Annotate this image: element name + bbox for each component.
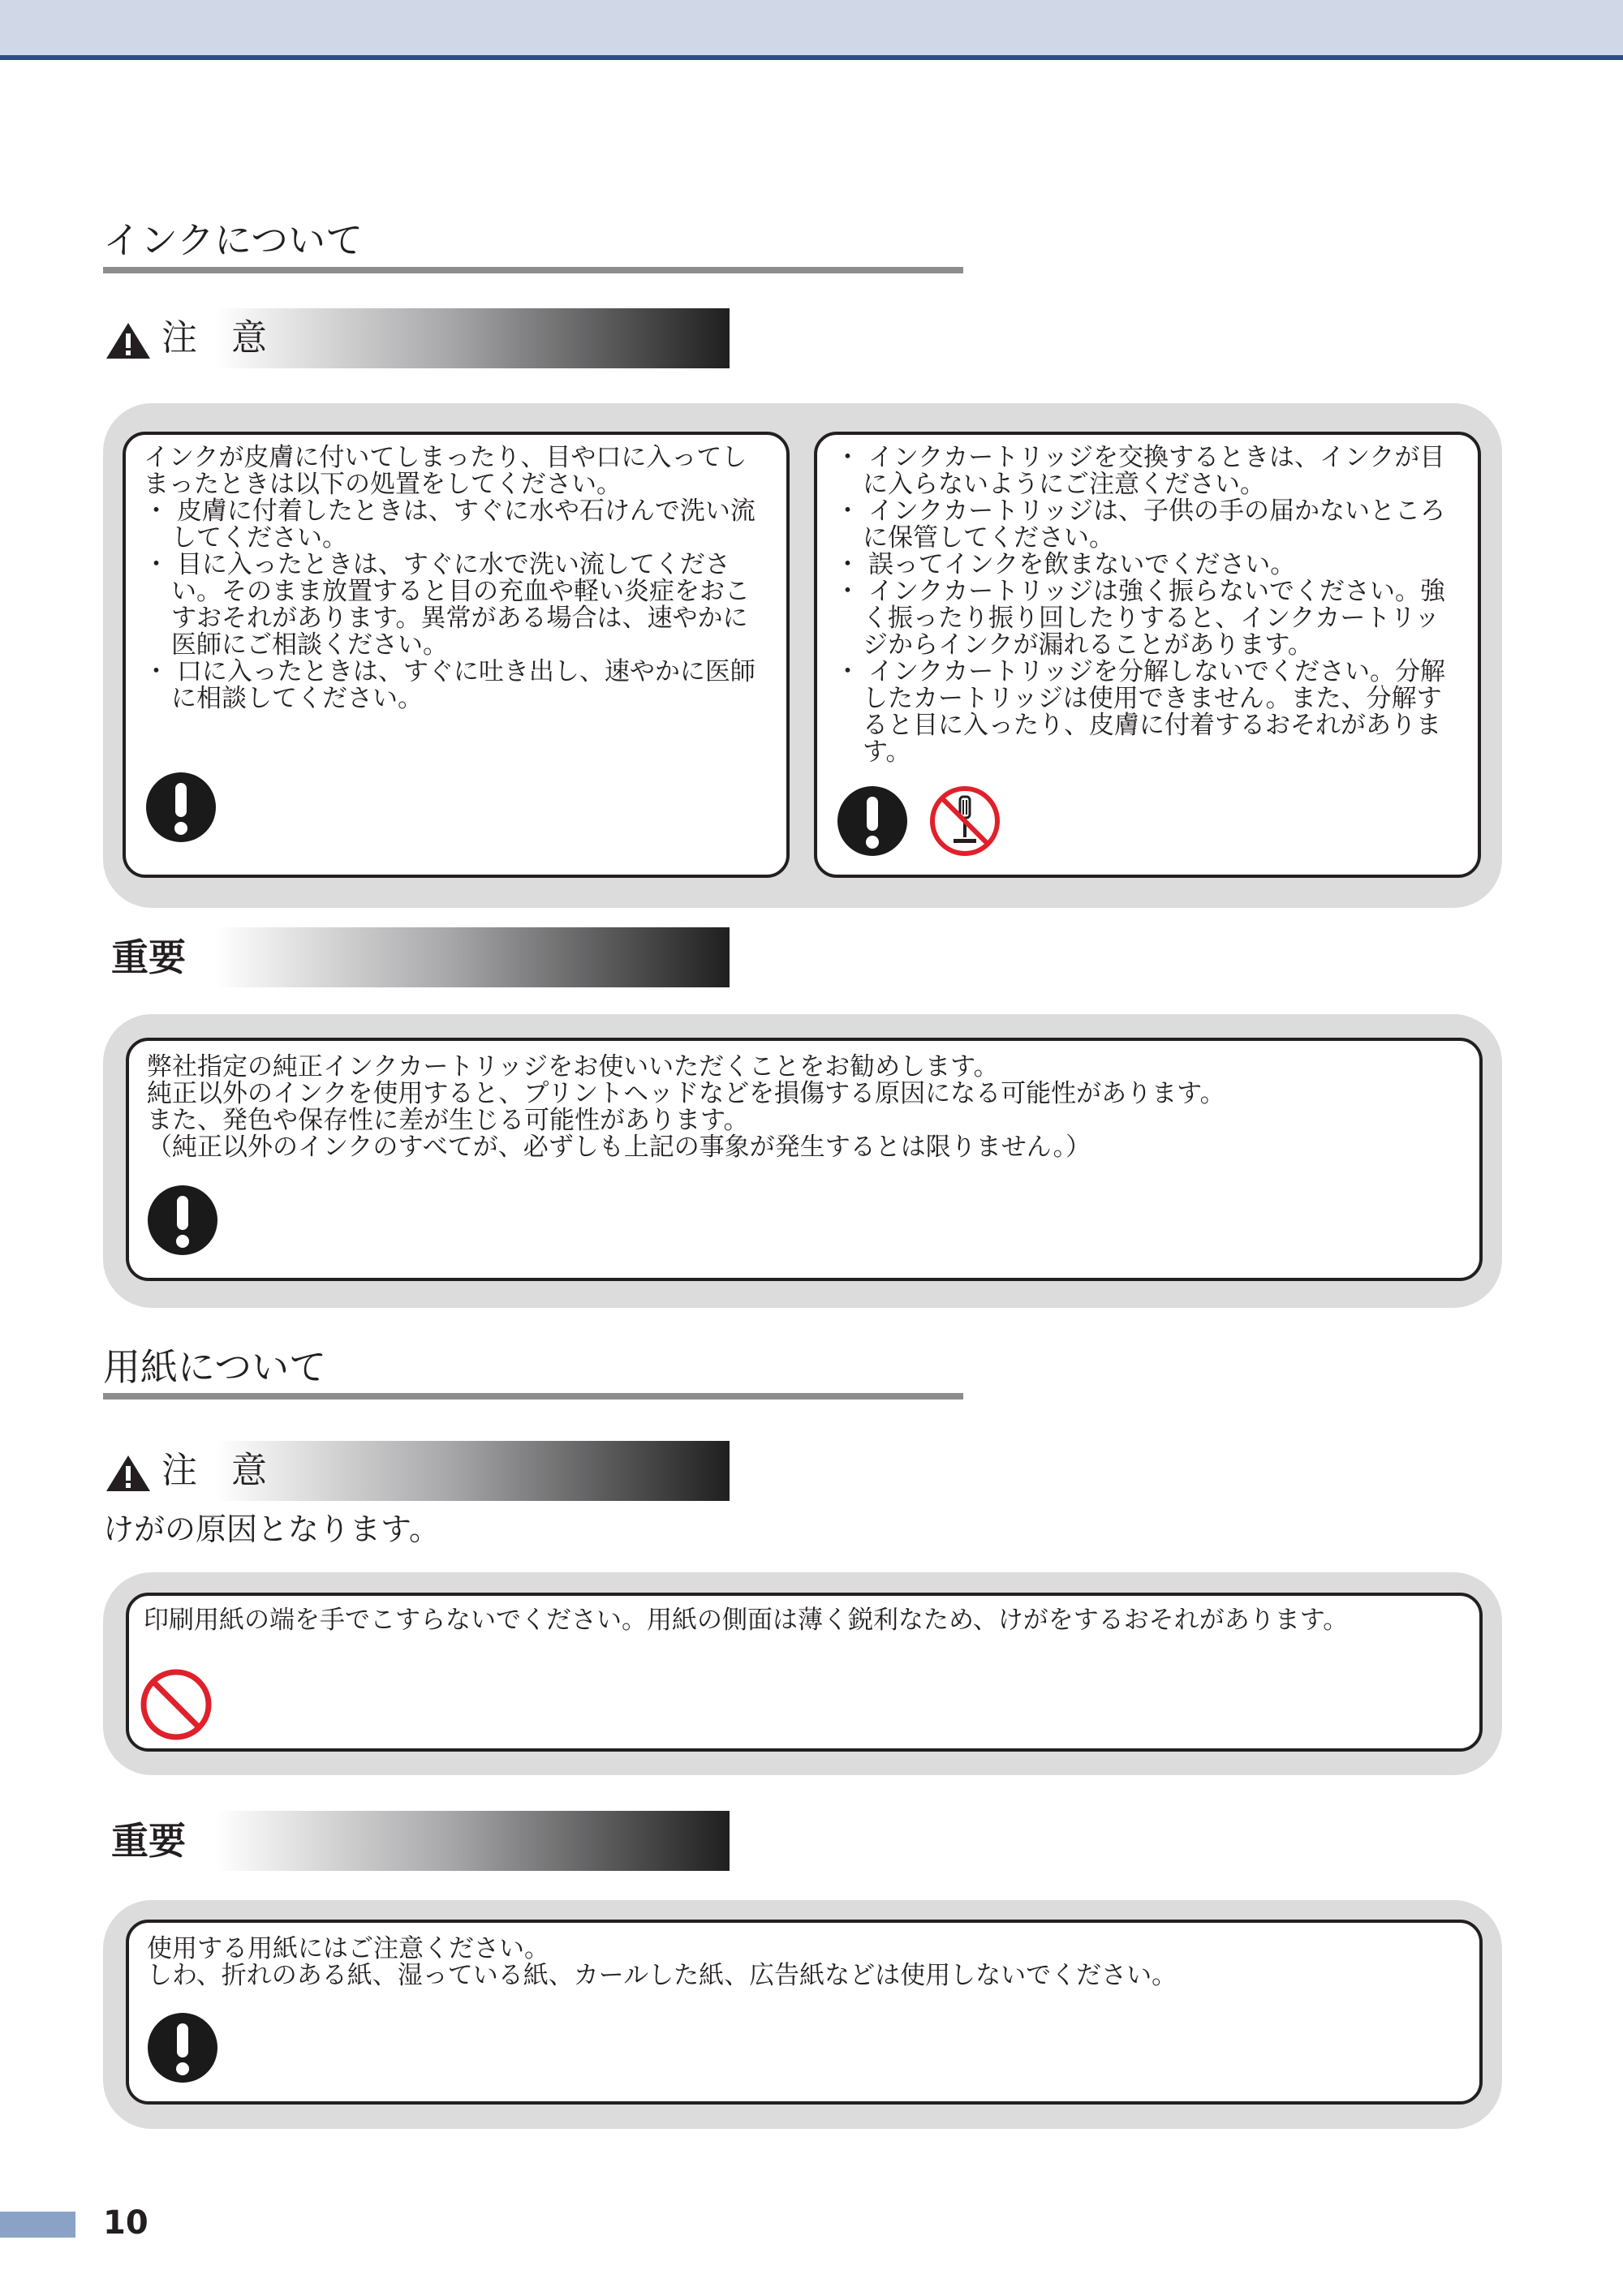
paper-caution-text: 印刷用紙の端を手でこすらないでください。用紙の側面は薄く鋭利なため、けがをするおそれがあります。 [144,1606,1349,1635]
ink-caution-left-item-eyes: ・ 目に入ったときは、すぐに水で洗い流してください。そのまま放置すると目の充血や軽い炎症をおこすおそれがあります。異常がある場合は、速やかに医師にご相談ください。 [144,550,750,660]
warning-triangle-icon [105,1454,152,1493]
exclamation-circle-icon [145,772,217,843]
paper-caution-label: 注 意 [161,1450,278,1491]
ink-caution-right-item-children: ・ インクカートリッジは、子供の手の届かないところに保管してください。 [835,497,1445,553]
header-line [0,55,1623,60]
ink-important-box [126,1038,1483,1281]
no-disassembly-icon [929,785,1001,857]
paper-important-line: しわ、折れのある紙、湿っている紙、カールした紙、広告紙などは使用しないでください。 [147,1961,1177,1990]
paper-important-text [147,1936,1462,1989]
ink-caution-right-item-disassemble: ・ インクカートリッジを分解しないでください。分解したカートリッジは使用できません。また、分解すると目に入ったり、皮膚に付着するおそれがあります。 [835,657,1445,767]
ink-important-line: （純正以外のインクのすべてが、必ずしも上記の事象が発生するとは限りません。） [147,1133,1091,1162]
page-number: 10 [103,2204,149,2242]
paper-important-label: 重要 [111,1819,186,1863]
ink-caution-left-text [144,445,768,712]
paper-caution-banner [103,1441,730,1501]
ink-important-label: 重要 [111,935,186,979]
ink-important-text [147,1054,1462,1161]
paper-important-panel [103,1900,1502,2129]
warning-triangle-icon [105,321,152,360]
ink-important-panel [103,1014,1502,1308]
ink-important-line: 純正以外のインクを使用すると、プリントヘッドなどを損傷する原因になる可能性があります。 [147,1079,1225,1108]
ink-caution-right-item-replace: ・ インクカートリッジを交換するときは、インクが目に入らないようにご注意ください。 [835,443,1445,499]
ink-section-rule [103,267,963,273]
paper-important-banner [103,1811,730,1871]
ink-caution-left-item-mouth: ・ 口に入ったときは、すぐに吐き出し、速やかに医師に相談してください。 [144,657,756,713]
ink-caution-right-text [835,445,1464,766]
prohibition-icon [140,1669,212,1740]
page-tab [0,2212,75,2238]
paper-caution-box [126,1593,1483,1752]
ink-caution-left-item-skin: ・ 皮膚に付着したときは、すぐに水や石けんで洗い流してください。 [144,497,756,553]
ink-caution-label: 注 意 [161,317,278,359]
paper-caution-subtitle: けがの原因となります。 [103,1511,440,1547]
exclamation-circle-icon [147,1185,218,1256]
exclamation-circle-icon [837,785,908,857]
ink-caution-intro: インクが皮膚に付いてしまったり、目や口に入ってしまったときは以下の処置をしてください。 [144,443,747,499]
ink-caution-banner [103,308,730,368]
ink-caution-right-item-shake: ・ インクカートリッジは強く振らないでください。強く振ったり振り回したりすると、インクカートリッジからインクが漏れることがあります。 [835,577,1445,660]
ink-caution-left-box [123,432,790,878]
paper-section-title: 用紙について [103,1345,327,1389]
ink-caution-right-item-drink: ・ 誤ってインクを飲まないでください。 [835,550,1296,579]
ink-important-banner [103,927,730,987]
paper-section-rule [103,1393,963,1400]
ink-important-line: また、発色や保存性に差が生じる可能性があります。 [147,1106,749,1135]
paper-important-box [126,1920,1483,2105]
exclamation-circle-icon [147,2012,218,2083]
ink-section-title: インクについて [103,218,364,262]
header-band [0,0,1623,55]
paper-important-line: 使用する用紙にはご注意ください。 [147,1934,549,1963]
ink-important-line: 弊社指定の純正インクカートリッジをお使いいただくことをお勧めします。 [147,1052,999,1081]
ink-caution-panel [103,403,1502,908]
paper-caution-panel [103,1572,1502,1775]
ink-caution-right-box [814,432,1481,878]
